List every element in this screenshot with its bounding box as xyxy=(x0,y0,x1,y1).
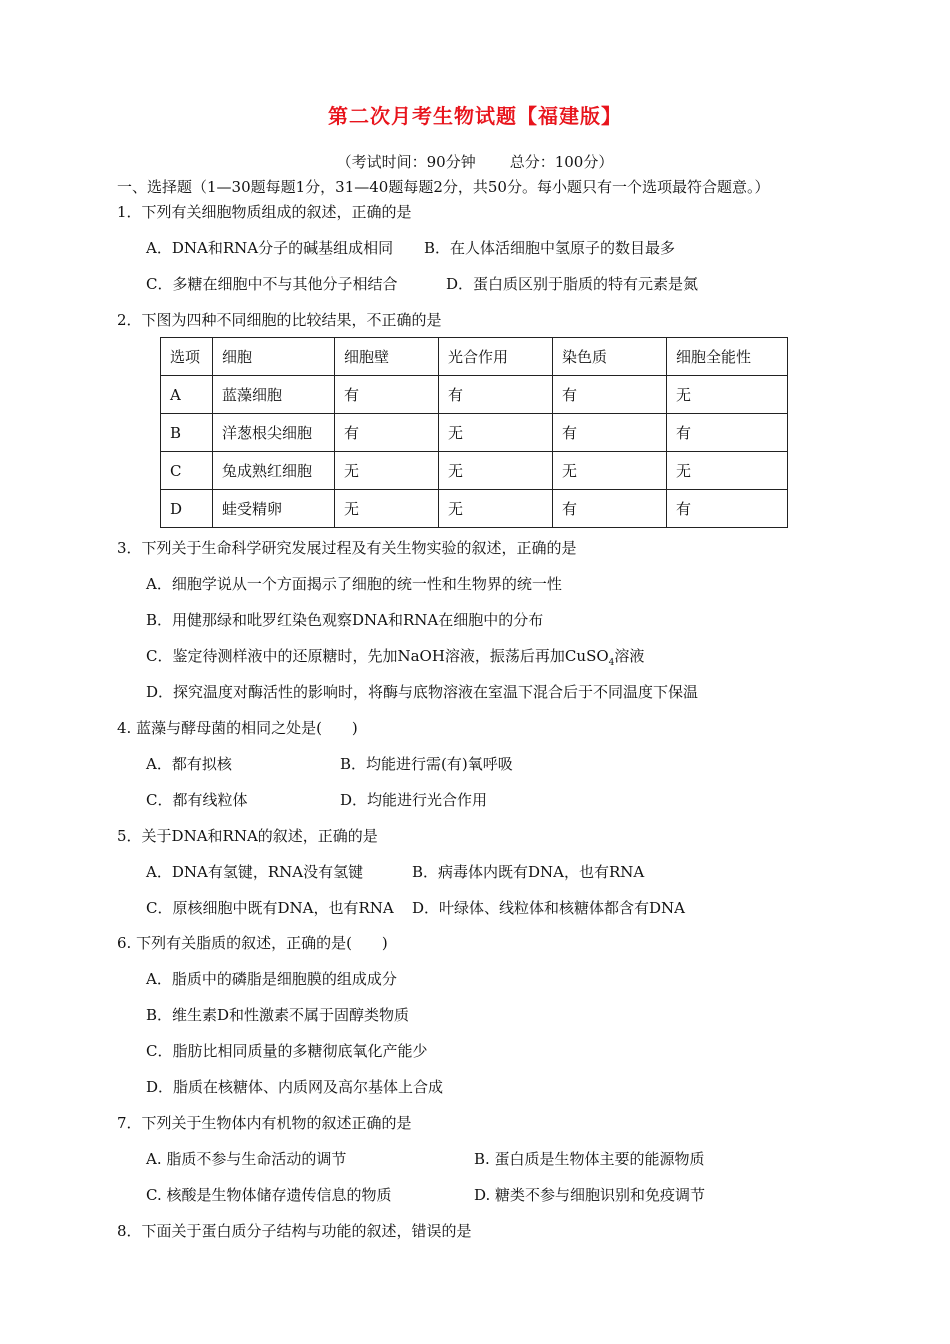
exam-total-score: 总分：100分） xyxy=(509,153,614,171)
exam-info xyxy=(0,151,950,172)
table-cell: 有 xyxy=(553,376,667,414)
table-cell: 蛙受精卵 xyxy=(213,490,335,528)
question-3-option-c-text: C．鉴定待测样液中的还原糖时，先加NaOH溶液，振荡后再加CuSO xyxy=(146,647,609,665)
cell-comparison-table xyxy=(160,337,788,528)
table-cell: 无 xyxy=(439,490,553,528)
question-6-option-a: A．脂质中的磷脂是细胞膜的组成成分 xyxy=(146,970,397,988)
question-3-option-b: B．用健那绿和吡罗红染色观察DNA和RNA在细胞中的分布 xyxy=(146,611,544,629)
question-4-option-c: C．都有线粒体 xyxy=(146,791,248,809)
table-cell: D xyxy=(161,490,213,528)
table-cell: 有 xyxy=(335,376,439,414)
table-cell: B xyxy=(161,414,213,452)
question-7-option-a: A. 脂质不参与生命活动的调节 xyxy=(146,1150,347,1168)
table-cell: 有 xyxy=(335,414,439,452)
page-title: 第二次月考生物试题【福建版】 xyxy=(328,104,622,128)
question-6-option-c: C．脂肪比相同质量的多糖彻底氧化产能少 xyxy=(146,1042,428,1060)
question-4-stem: 4. 蓝藻与酵母菌的相同之处是( ) xyxy=(117,719,358,737)
question-6-option-d: D．脂质在核糖体、内质网及高尔基体上合成 xyxy=(146,1078,444,1096)
question-2-stem: 2．下图为四种不同细胞的比较结果，不正确的是 xyxy=(117,311,442,329)
table-cell: 有 xyxy=(553,490,667,528)
question-5-option-b: B．病毒体内既有DNA，也有RNA xyxy=(412,863,645,881)
question-1-option-a: A．DNA和RNA分子的碱基组成相同 xyxy=(146,239,394,257)
question-7-stem: 7．下列关于生物体内有机物的叙述正确的是 xyxy=(117,1114,412,1132)
table-row xyxy=(161,490,788,528)
table-cell: 无 xyxy=(439,414,553,452)
table-cell: 兔成熟红细胞 xyxy=(213,452,335,490)
table-cell: 无 xyxy=(553,452,667,490)
question-3-option-d: D．探究温度对酶活性的影响时，将酶与底物溶液在室温下混合后于不同温度下保温 xyxy=(146,683,699,701)
question-3-option-a: A．细胞学说从一个方面揭示了细胞的统一性和生物界的统一性 xyxy=(146,575,562,593)
table-row xyxy=(161,376,788,414)
question-1-option-d: D．蛋白质区别于脂质的特有元素是氮 xyxy=(446,275,699,293)
question-6-option-b: B．维生素D和性激素不属于固醇类物质 xyxy=(146,1006,410,1024)
question-3-stem: 3．下列关于生命科学研究发展过程及有关生物实验的叙述，正确的是 xyxy=(117,539,577,557)
table-cell: 蓝藻细胞 xyxy=(213,376,335,414)
exam-time: （考试时间：90分钟 xyxy=(336,153,476,171)
question-4-option-a: A．都有拟核 xyxy=(146,755,232,773)
table-header-cell: 细胞壁 xyxy=(335,338,439,376)
question-3-option-c xyxy=(146,646,644,673)
table-header-row xyxy=(161,338,788,376)
table-header-cell: 染色质 xyxy=(553,338,667,376)
table-row xyxy=(161,452,788,490)
table-cell: 无 xyxy=(439,452,553,490)
question-1-option-b: B．在人体活细胞中氢原子的数目最多 xyxy=(424,239,676,257)
question-5-option-c: C．原核细胞中既有DNA，也有RNA xyxy=(146,899,394,917)
table-cell: C xyxy=(161,452,213,490)
table-header-cell: 选项 xyxy=(161,338,213,376)
question-8-stem: 8．下面关于蛋白质分子结构与功能的叙述，错误的是 xyxy=(117,1222,472,1240)
table-cell: 有 xyxy=(553,414,667,452)
section-heading: 一、选择题（1—30题每题1分，31—40题每题2分，共50分。每小题只有一个选项最符合题意。） xyxy=(117,178,770,196)
question-6-stem: 6. 下列有关脂质的叙述，正确的是( ) xyxy=(117,934,388,952)
question-5-option-a: A．DNA有氢键，RNA没有氢键 xyxy=(146,863,364,881)
table-row xyxy=(161,414,788,452)
question-4-option-d: D．均能进行光合作用 xyxy=(340,791,488,809)
question-7-option-d: D. 糖类不参与细胞识别和免疫调节 xyxy=(474,1186,706,1204)
question-4-option-b: B．均能进行需(有)氧呼吸 xyxy=(340,755,513,773)
question-1-stem: 1．下列有关细胞物质组成的叙述，正确的是 xyxy=(117,203,412,221)
table-cell: 无 xyxy=(667,452,788,490)
table-cell: 无 xyxy=(335,452,439,490)
question-7-option-b: B. 蛋白质是生物体主要的能源物质 xyxy=(474,1150,705,1168)
table-header-cell: 细胞全能性 xyxy=(667,338,788,376)
table-cell: 有 xyxy=(439,376,553,414)
table-cell: 洋葱根尖细胞 xyxy=(213,414,335,452)
table-header-cell: 细胞 xyxy=(213,338,335,376)
question-7-option-c: C. 核酸是生物体储存遗传信息的物质 xyxy=(146,1186,392,1204)
question-3-option-c-suffix: 溶液 xyxy=(614,647,645,665)
table-header-cell: 光合作用 xyxy=(439,338,553,376)
table-cell: 有 xyxy=(667,490,788,528)
subscript: 4 xyxy=(608,658,615,668)
table-cell: 无 xyxy=(667,376,788,414)
table-cell: A xyxy=(161,376,213,414)
question-5-stem: 5．关于DNA和RNA的叙述，正确的是 xyxy=(117,827,378,845)
table-cell: 无 xyxy=(335,490,439,528)
question-5-option-d: D．叶绿体、线粒体和核糖体都含有DNA xyxy=(412,899,686,917)
table-cell: 有 xyxy=(667,414,788,452)
question-1-option-c: C．多糖在细胞中不与其他分子相结合 xyxy=(146,275,398,293)
